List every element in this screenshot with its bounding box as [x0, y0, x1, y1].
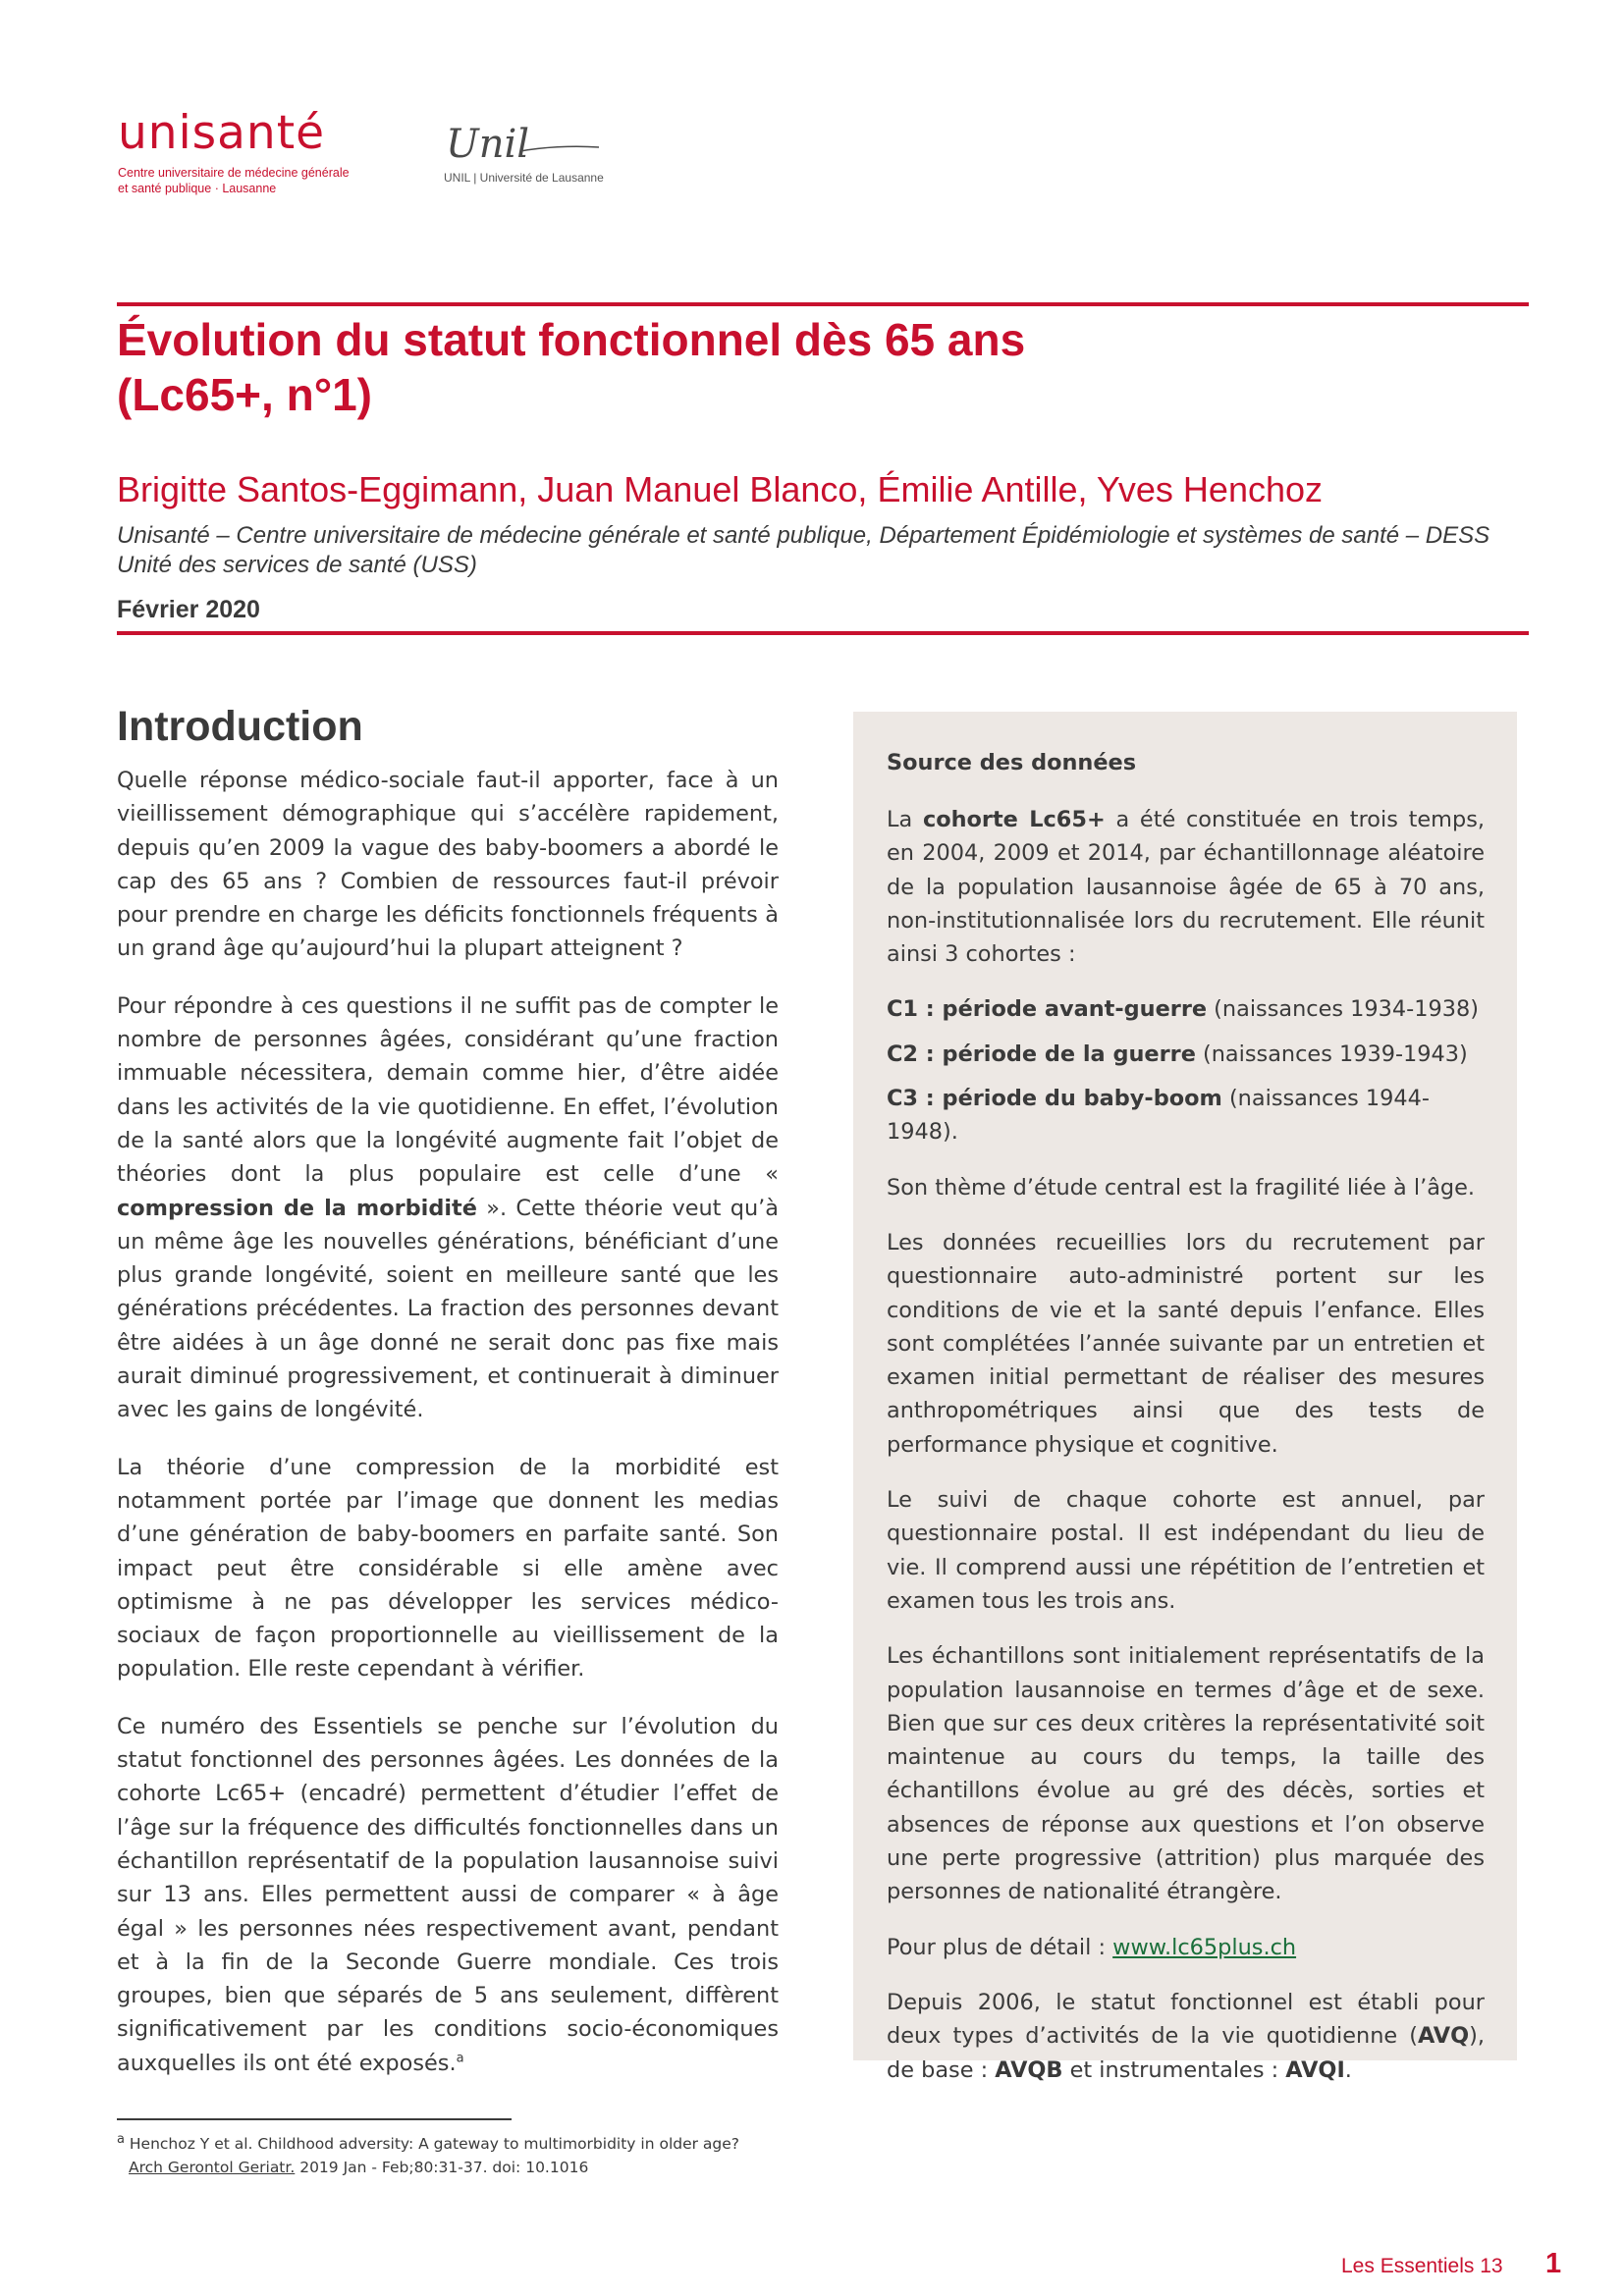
intro-paragraph-3: La théorie d’une compression de la morbidité est notamment portée par l’image que donnent les medias d’une génération de baby-boomers en parfaite santé. Son impact peut être considérable si elle amène avec optimisme à ne pas développer les services médico-sociaux de façon proportionnelle au vieillissement de la population. Elle reste cependant à vérifier.	[117, 1454, 779, 1682]
unisante-tagline: Centre universitaire de médecine générale et santé publique · Lausanne	[118, 166, 350, 195]
affiliation: Unisanté – Centre universitaire de médecine générale et santé publique, Département Épidémiologie et systèmes de santé – DESS Unité des services de santé (USS)	[117, 522, 1490, 578]
box-paragraph-7: Depuis 2006, le statut fonctionnel est établi pour deux types d’activités de la vie quotidienne (AVQ), de base : AVQB et instrumentales : AVQI.	[887, 1989, 1485, 2083]
footnote-marker: a	[117, 2131, 125, 2147]
unisante-wordmark: unisanté	[118, 106, 326, 160]
footnote: $^a$ Henchoz Y et al. Childhood adversity: A gateway to multimorbidity in older age? Arch Gerontol Geriatr. 2019 Jan - Feb;80:31-37. doi: 10.1016	[117, 2131, 740, 2176]
box-paragraph-4: Le suivi de chaque cohorte est annuel, par questionnaire postal. Il est indépendant du lieu de vie. Il comprend aussi une répétition de l’entretien et examen tous les trois ans.	[887, 1487, 1485, 1614]
authors: Brigitte Santos-Eggimann, Juan Manuel Blanco, Émilie Antille, Yves Henchoz	[117, 469, 1324, 509]
intro-paragraph-1: Quelle réponse médico-sociale faut-il apporter, face à un vieillissement démographique qui s’accélère rapidement, depuis qu’en 2009 la vague des baby-boomers a abordé le cap des 65 ans ? Combien de ressources faut-il prévoir pour prendre en charge les déficits fonctionnels fréquents à un grand âge qu’aujourd’hui la plupart atteignent ?	[117, 768, 779, 962]
svg-text:Unil: Unil	[446, 122, 530, 167]
box-paragraph-6: Pour plus de détail : www.lc65plus.ch	[887, 1934, 1297, 1960]
box-paragraph-5: Les échantillons sont initialement représentatifs de la population lausannoise en termes d’âge et de sexe. Bien que sur ces deux critères la représentativité soit maintenue au cours du temps, la taille des échantillons évolue au gré des décès, sorties et absences de réponse aux questions et l’on observe une perte progressive (attrition) plus marquée des personnes de nationalité étrangère.	[887, 1643, 1485, 1905]
lc65plus-link[interactable]: www.lc65plus.ch	[1112, 1934, 1297, 1960]
box-paragraph-1: La cohorte Lc65+ a été constituée en trois temps, en 2004, 2009 et 2014, par échantillonnage aléatoire de la population lausannoise âgée de 65 à 70 ans, non-institutionnalisée lors du recrutement. Elle réunit ainsi 3 cohortes :	[887, 807, 1485, 968]
page-number: 1	[1545, 2248, 1562, 2279]
publication-date: Février 2020	[117, 596, 260, 623]
introduction-heading: Introduction	[117, 703, 363, 750]
unil-signature-icon	[444, 118, 601, 169]
cohort-item: C3 : période du baby-boom (naissances 1944-1948).	[887, 1086, 1430, 1146]
cohort-item: C2 : période de la guerre (naissances 1939-1943)	[887, 1041, 1468, 1067]
footnote-ref: a	[456, 2051, 464, 2066]
box-paragraph-3: Les données recueillies lors du recrutement par questionnaire auto-administré portent sur les conditions de vie et la santé depuis l’enfance. Elles sont complétées l’année suivante par un entretien et examen initial permettant de réaliser des mesures anthropométriques ainsi que des tests de performance physique et cognitive.	[887, 1229, 1485, 1458]
unil-tagline: UNIL | Université de Lausanne	[444, 171, 604, 185]
box-paragraph-2: Son thème d’étude central est la fragilité liée à l’âge.	[887, 1174, 1476, 1201]
intro-paragraph-2: Pour répondre à ces questions il ne suffit pas de compter le nombre de personnes âgées, considérant qu’une fraction immuable nécessitera, demain comme hier, d’être aidée dans les activités de la vie quotidienne. En effet, l’évolution de la santé alors que la longévité augmente fait l’objet de théories dont la plus populaire est celle d’une « compression de la morbidité ». Cette théorie veut qu’à un même âge les nouvelles générations, bénéficiant d’une plus grande longévité, soient en meilleure santé que les générations précédentes. La fraction des personnes devant être aidées à un âge donné ne serait donc pas fixe mais aurait diminué progressivement, et continuerait à diminuer avec les gains de longévité.	[117, 992, 780, 1423]
footer-series-label: Les Essentiels 13	[1341, 2255, 1503, 2277]
footnote-rule	[117, 2118, 512, 2120]
title-top-rule	[117, 302, 1529, 306]
page-title: Évolution du statut fonctionnel dès 65 ans (Lc65+, n°1)	[117, 314, 1026, 420]
unil-logo	[444, 118, 650, 185]
cohort-item: C1 : période avant-guerre (naissances 1934-1938)	[887, 996, 1479, 1023]
title-bottom-rule	[117, 631, 1529, 635]
journal-link[interactable]: Arch Gerontol Geriatr.	[129, 2159, 296, 2176]
intro-paragraph-4: Ce numéro des Essentiels se penche sur l’évolution du statut fonctionnel des personnes âgées. Les données de la cohorte Lc65+ (encadré) permettent d’étudier l’effet de l’âge sur la fréquence des difficultés fonctionnelles dans un échantillon représentatif de la population lausannoise suivi sur 13 ans. Elles permettent aussi de comparer « à âge égal » les personnes nées respectivement avant, pendant et à la fin de la Seconde Guerre mondiale. Ces trois groupes, bien que séparés de 5 ans seulement, diffèrent significativement par les conditions socio-économiques auxquelles ils ont été exposés.$^a$	[117, 1713, 779, 2076]
introduction-section	[117, 699, 779, 2104]
data-source-box	[853, 712, 1517, 2083]
unisante-logo	[118, 106, 373, 196]
box-heading: Source des données	[887, 750, 1137, 775]
